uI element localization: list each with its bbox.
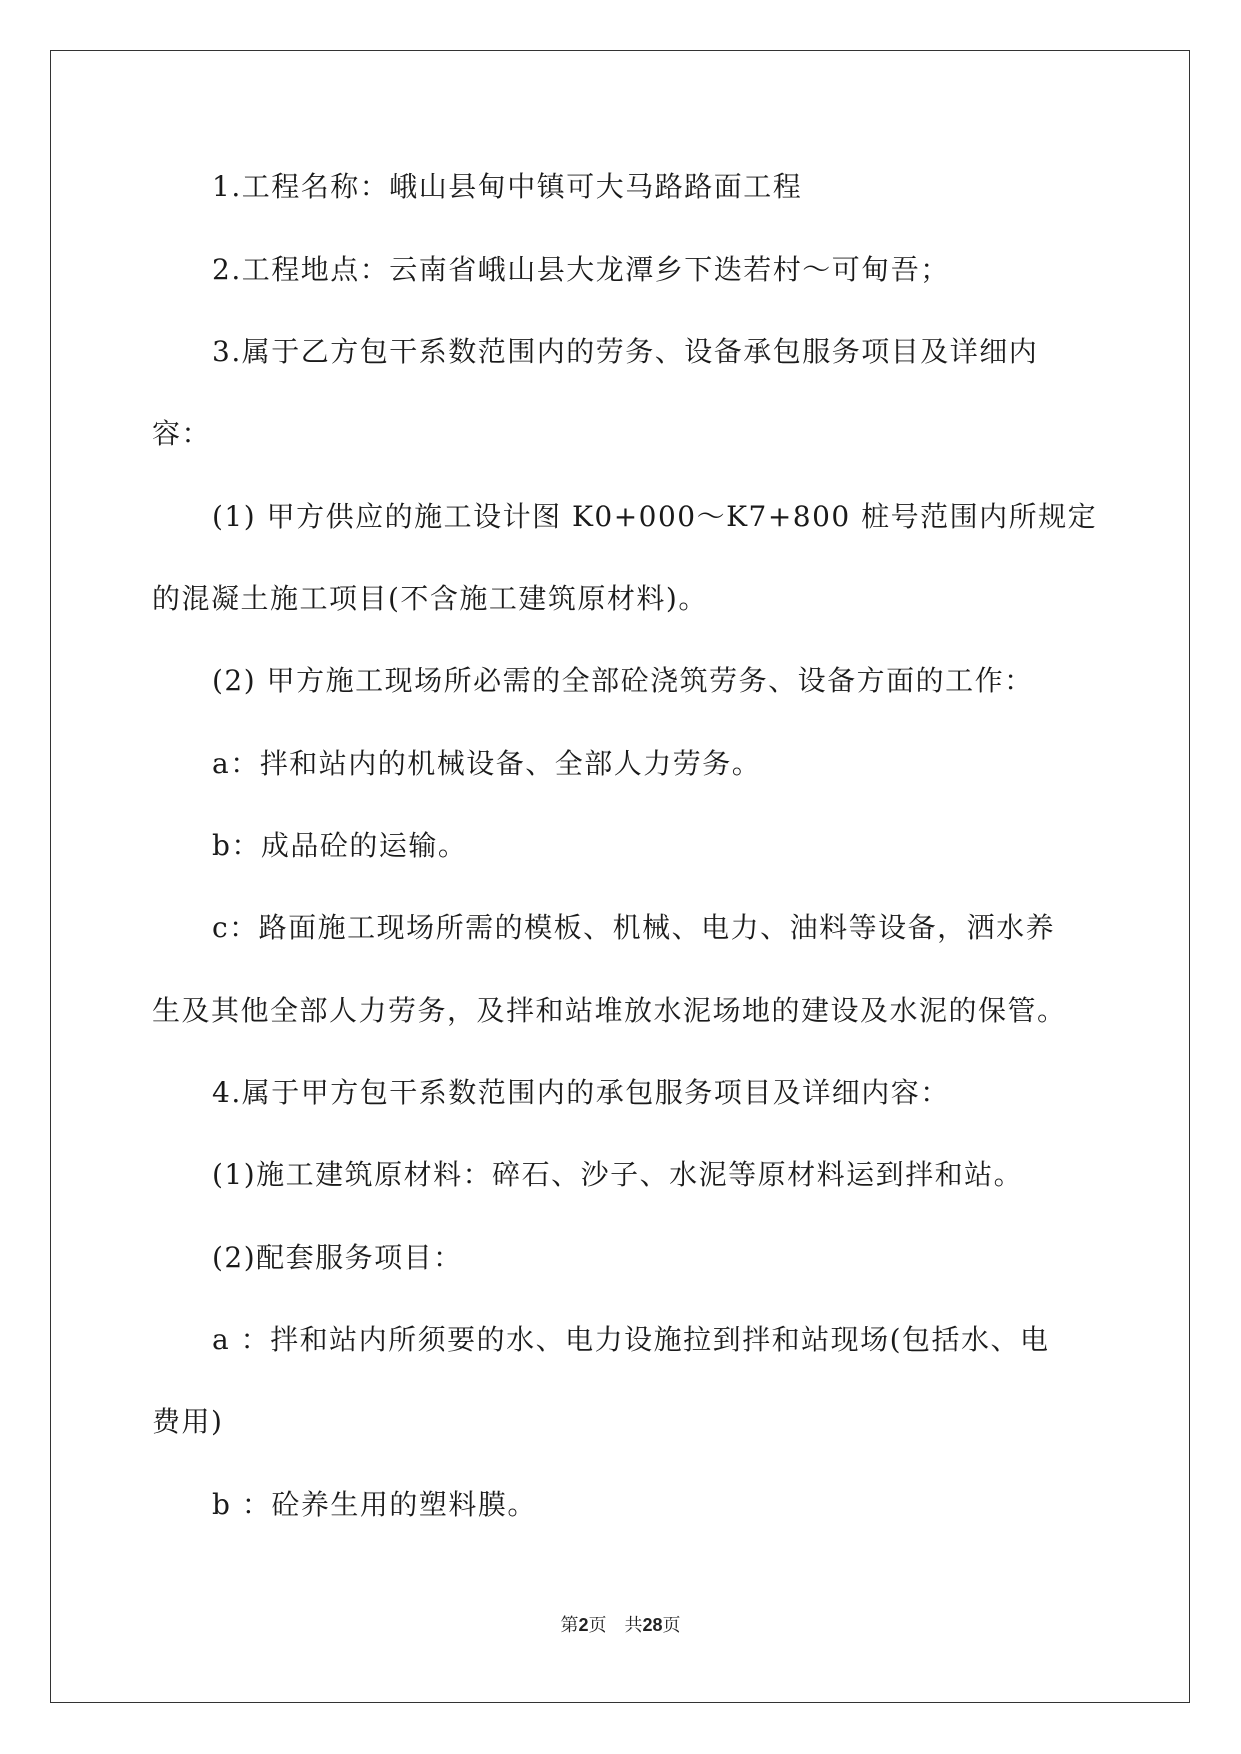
page-footer bbox=[0, 1614, 1241, 1637]
footer-page-prefix: 第 bbox=[560, 1615, 579, 1636]
line-item-3-2-c-cont: 生及其他全部人力劳务，及拌和站堆放水泥场地的建设及水泥的保管。 bbox=[152, 994, 1067, 1027]
line-item-4-2-b: b ：砼养生用的塑料膜。 bbox=[212, 1488, 537, 1521]
page-border bbox=[50, 50, 1190, 1703]
line-item-3-2-c: c：路面施工现场所需的模板、机械、电力、油料等设备，洒水养 bbox=[212, 911, 1056, 944]
footer-page-suffix: 页 bbox=[588, 1615, 607, 1636]
line-item-3-2: (2) 甲方施工现场所必需的全部砼浇筑劳务、设备方面的工作： bbox=[212, 664, 1034, 697]
line-item-4-2: (2)配套服务项目： bbox=[212, 1241, 463, 1274]
line-section-3-cont: 容： bbox=[152, 417, 212, 450]
line-project-name: 1.工程名称：峨山县甸中镇可大马路路面工程 bbox=[212, 170, 803, 203]
line-item-4-1: (1)施工建筑原材料：碎石、沙子、水泥等原材料运到拌和站。 bbox=[212, 1158, 1024, 1191]
line-item-3-1: (1) 甲方供应的施工设计图 K0+000～K7+800 桩号范围内所规定 bbox=[212, 500, 1098, 533]
line-item-3-1-cont: 的混凝土施工项目(不含施工建筑原材料)。 bbox=[152, 582, 708, 615]
footer-total-prefix: 共 bbox=[624, 1615, 643, 1636]
footer-total-suffix: 页 bbox=[662, 1615, 681, 1636]
footer-total-pages: 28 bbox=[642, 1615, 663, 1635]
line-item-3-2-a: a：拌和站内的机械设备、全部人力劳务。 bbox=[212, 747, 762, 780]
line-project-location: 2.工程地点：云南省峨山县大龙潭乡下迭若村～可甸吾； bbox=[212, 253, 950, 286]
line-item-4-2-a: a ：拌和站内所须要的水、电力设施拉到拌和站现场(包括水、电 bbox=[212, 1323, 1050, 1356]
footer-page-number: 2 bbox=[578, 1615, 589, 1635]
line-item-4-2-a-cont: 费用) bbox=[152, 1405, 224, 1438]
line-section-3: 3.属于乙方包干系数范围内的劳务、设备承包服务项目及详细内 bbox=[212, 335, 1039, 368]
line-item-3-2-b: b：成品砼的运输。 bbox=[212, 829, 468, 862]
line-section-4: 4.属于甲方包干系数范围内的承包服务项目及详细内容： bbox=[212, 1076, 950, 1109]
